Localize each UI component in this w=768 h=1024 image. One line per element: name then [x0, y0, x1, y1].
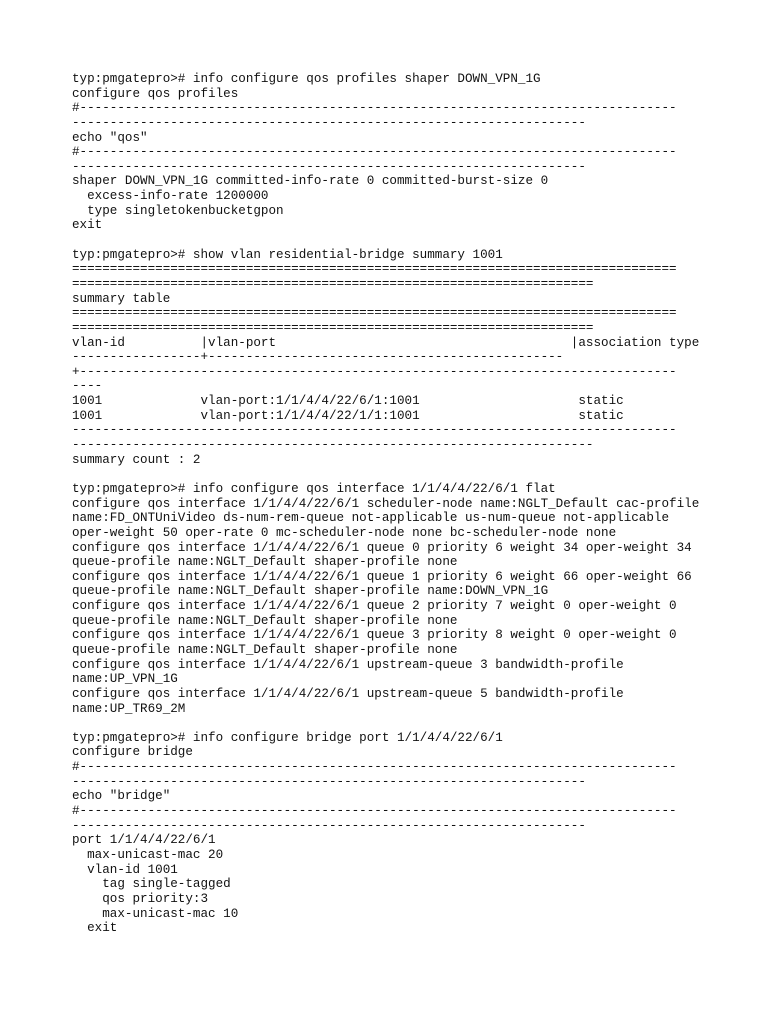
transcript-line: name:UP_VPN_1G [72, 672, 178, 687]
transcript-line: queue-profile name:NGLT_Default shaper-profile none [72, 642, 458, 657]
terminal-transcript [72, 72, 752, 936]
transcript-line: typ:pmgatepro># info configure bridge port 1/1/4/4/22/6/1 [72, 730, 503, 745]
transcript-line: queue-profile name:NGLT_Default shaper-profile name:DOWN_VPN_1G [72, 584, 549, 599]
transcript-line [72, 716, 752, 731]
transcript-line: vlan-id |vlan-port |association type [72, 335, 700, 350]
transcript-line: exit [72, 218, 103, 233]
transcript-line [72, 467, 752, 482]
transcript-line: exit [72, 921, 118, 936]
transcript-line: ===================================================================== [72, 276, 594, 291]
transcript-line: -----------------+----------------------------------------------- [72, 350, 564, 365]
transcript-line: #------------------------------------------------------------------------------- [72, 145, 677, 160]
transcript-line: name:UP_TR69_2M [72, 701, 186, 716]
transcript-line: typ:pmgatepro># info configure qos profiles shaper DOWN_VPN_1G [72, 72, 541, 86]
transcript-line: vlan-id 1001 [72, 862, 178, 877]
transcript-line: -------------------------------------------------------------------- [72, 774, 586, 789]
transcript-line: ================================================================================ [72, 306, 677, 321]
transcript-line: max-unicast-mac 10 [72, 906, 239, 921]
transcript-line: configure qos interface 1/1/4/4/22/6/1 queue 1 priority 6 weight 66 oper-weight 66 [72, 569, 692, 584]
transcript-line: #------------------------------------------------------------------------------- [72, 101, 677, 116]
transcript-line [72, 233, 752, 248]
transcript-line: echo "qos" [72, 130, 148, 145]
transcript-line: configure qos interface 1/1/4/4/22/6/1 scheduler-node name:NGLT_Default cac-profile [72, 496, 700, 511]
transcript-line: -------------------------------------------------------------------- [72, 115, 586, 130]
transcript-line: #------------------------------------------------------------------------------- [72, 804, 677, 819]
transcript-line: 1001 vlan-port:1/1/4/4/22/6/1:1001 static [72, 394, 624, 409]
transcript-line: -------------------------------------------------------------------------------- [72, 423, 677, 438]
transcript-line: configure qos interface 1/1/4/4/22/6/1 upstream-queue 5 bandwidth-profile [72, 686, 624, 701]
transcript-line: configure qos interface 1/1/4/4/22/6/1 queue 2 priority 7 weight 0 oper-weight 0 [72, 599, 677, 614]
transcript-line: -------------------------------------------------------------------- [72, 159, 586, 174]
transcript-line: summary count : 2 [72, 452, 201, 467]
transcript-line: configure qos interface 1/1/4/4/22/6/1 upstream-queue 3 bandwidth-profile [72, 657, 624, 672]
transcript-line: ---- [72, 379, 103, 394]
transcript-line: queue-profile name:NGLT_Default shaper-profile none [72, 613, 458, 628]
transcript-line: max-unicast-mac 20 [72, 847, 224, 862]
transcript-line: port 1/1/4/4/22/6/1 [72, 833, 216, 848]
transcript-line: summary table [72, 291, 171, 306]
transcript-line: +------------------------------------------------------------------------------- [72, 364, 677, 379]
transcript-line: queue-profile name:NGLT_Default shaper-profile none [72, 555, 458, 570]
transcript-line: type singletokenbucketgpon [72, 203, 284, 218]
transcript-line: 1001 vlan-port:1/1/4/4/22/1/1:1001 static [72, 408, 624, 423]
transcript-line: -------------------------------------------------------------------- [72, 818, 586, 833]
transcript-line: configure qos interface 1/1/4/4/22/6/1 queue 3 priority 8 weight 0 oper-weight 0 [72, 628, 677, 643]
transcript-line: name:FD_ONTUniVideo ds-num-rem-queue not-applicable us-num-queue not-applicable [72, 511, 670, 526]
transcript-line: ===================================================================== [72, 320, 594, 335]
transcript-line: oper-weight 50 oper-rate 0 mc-scheduler-node none bc-scheduler-node none [72, 525, 617, 540]
transcript-line: typ:pmgatepro># info configure qos interface 1/1/4/4/22/6/1 flat [72, 481, 556, 496]
transcript-line: excess-info-rate 1200000 [72, 189, 269, 204]
transcript-line: configure qos interface 1/1/4/4/22/6/1 queue 0 priority 6 weight 34 oper-weight 34 [72, 540, 692, 555]
transcript-line: configure qos profiles [72, 86, 239, 101]
transcript-line: echo "bridge" [72, 789, 171, 804]
transcript-line: tag single-tagged [72, 877, 231, 892]
transcript-line: shaper DOWN_VPN_1G committed-info-rate 0 committed-burst-size 0 [72, 174, 549, 189]
transcript-line: --------------------------------------------------------------------- [72, 438, 594, 453]
transcript-line: qos priority:3 [72, 891, 209, 906]
transcript-line: #------------------------------------------------------------------------------- [72, 760, 677, 775]
transcript-line: configure bridge [72, 745, 193, 760]
transcript-line: ================================================================================ [72, 262, 677, 277]
transcript-line: typ:pmgatepro># show vlan residential-bridge summary 1001 [72, 247, 503, 262]
